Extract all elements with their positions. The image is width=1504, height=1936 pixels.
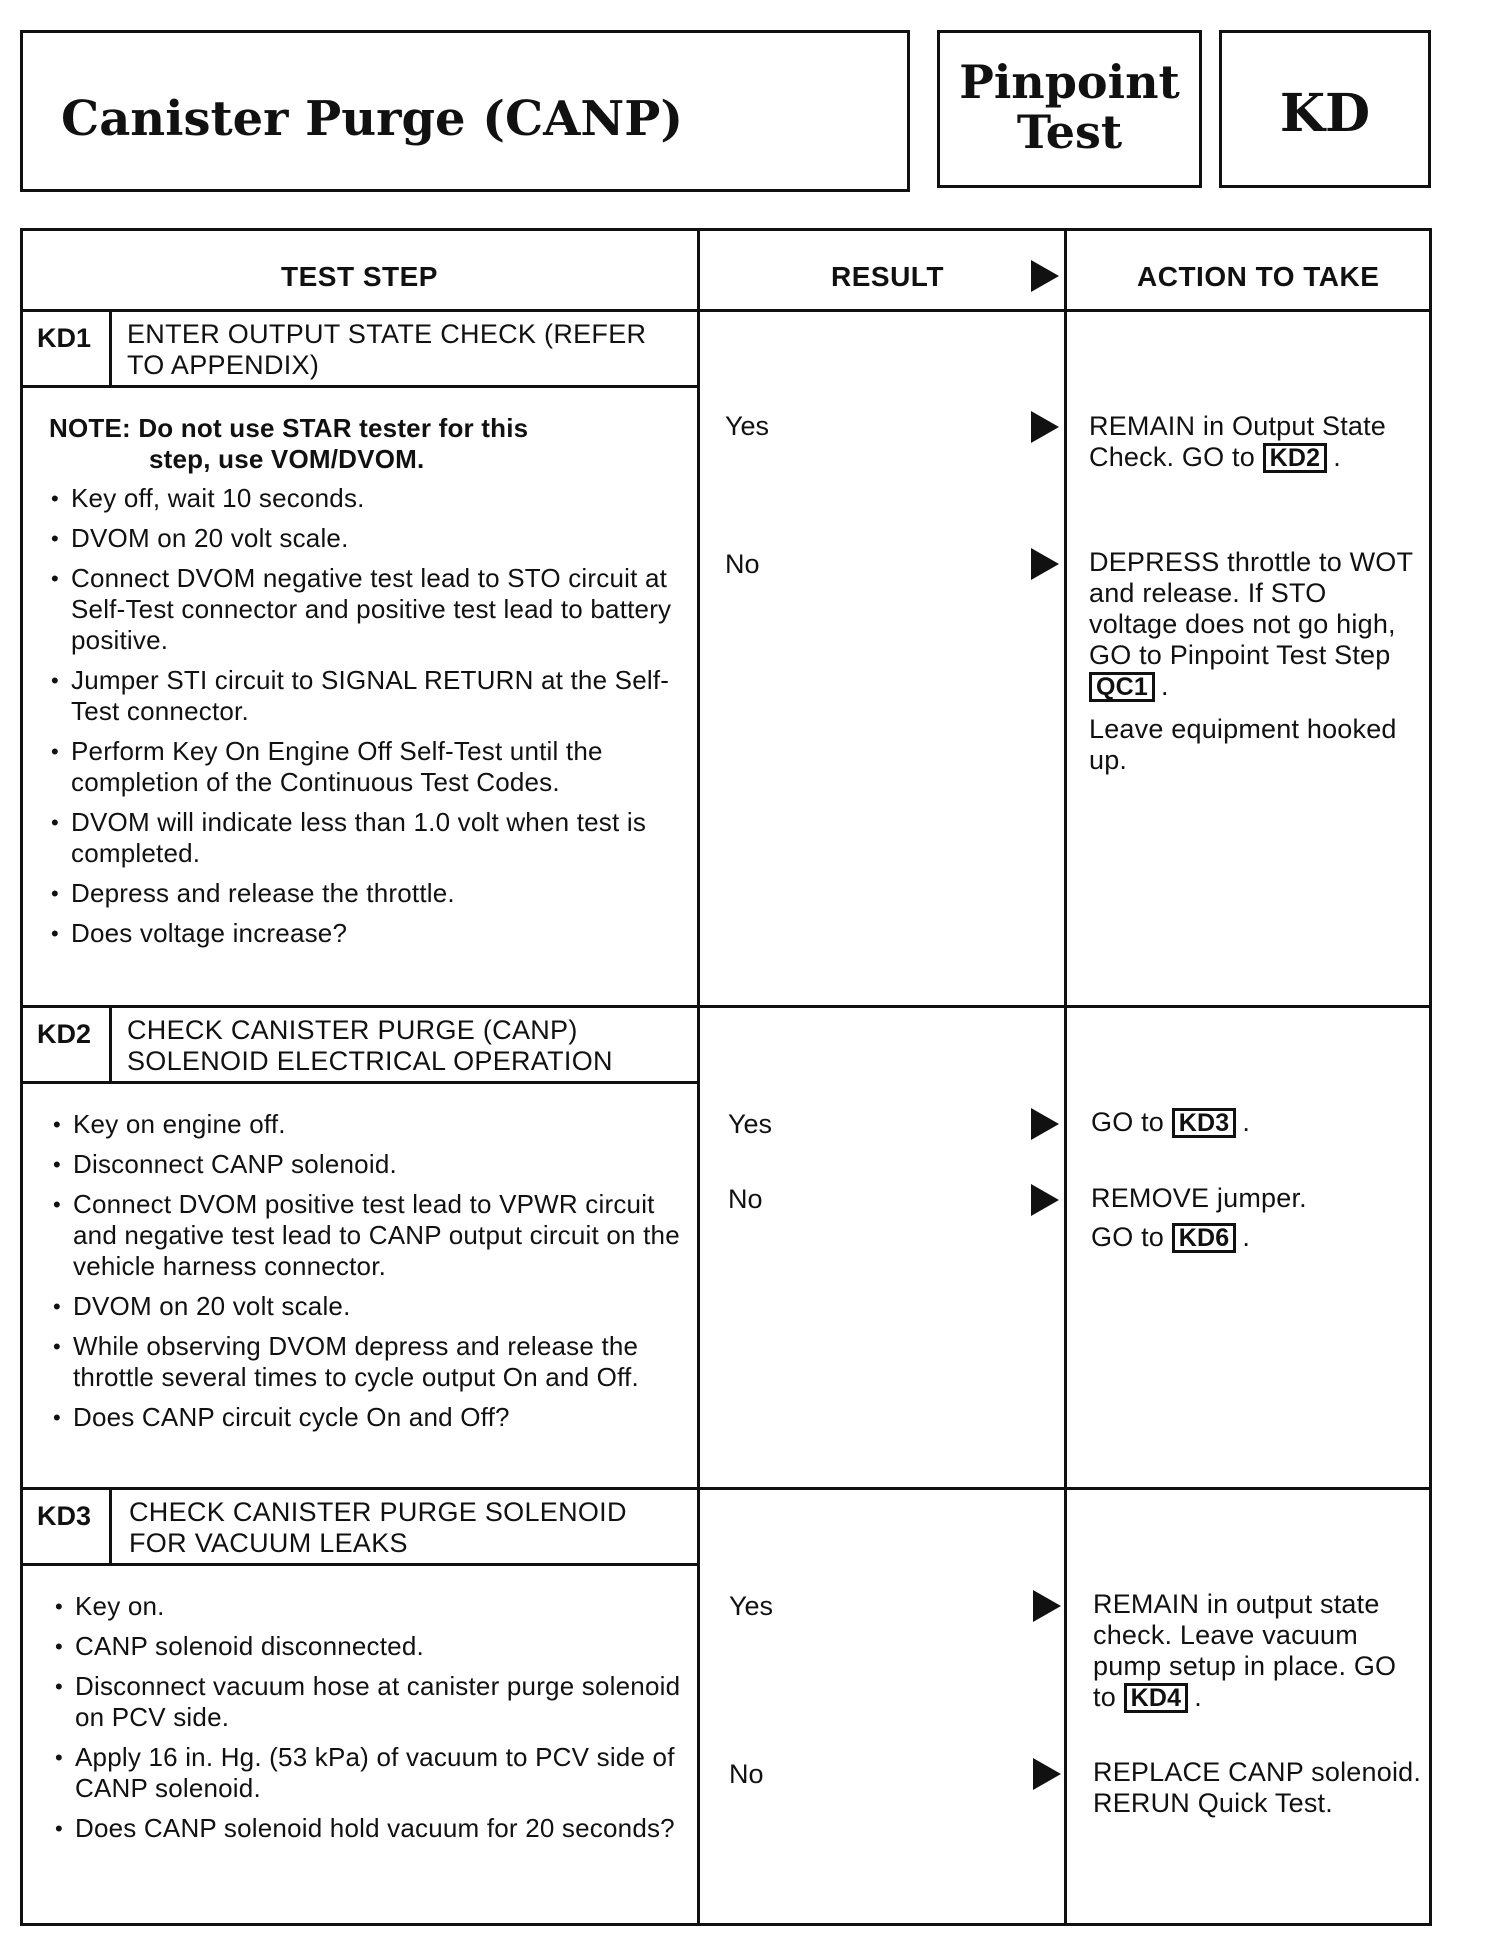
list-item: • Key off, wait 10 seconds. bbox=[49, 483, 689, 514]
header-test-step: TEST STEP bbox=[281, 261, 438, 292]
action-kd3-yes: REMAIN in output state check. Leave vacuum pump setup in place. GO to KD4 . bbox=[1093, 1589, 1397, 1712]
step-id-kd2: KD2 bbox=[37, 1019, 92, 1049]
list-item: • Connect DVOM negative test lead to STO circuit at Self-Test connector and positive test lead to battery positive. bbox=[49, 563, 689, 656]
list-item: • Apply 16 in. Hg. (53 kPa) of vacuum to PCV side of CANP solenoid. bbox=[53, 1742, 693, 1804]
header-action: ACTION TO TAKE bbox=[1137, 261, 1380, 292]
step-body-kd1 bbox=[49, 413, 689, 958]
list-item: • Disconnect vacuum hose at canister purge solenoid on PCV side. bbox=[53, 1671, 693, 1733]
header-result: RESULT bbox=[831, 261, 944, 292]
list-item: • Does voltage increase? bbox=[49, 918, 689, 949]
action-kd1-yes: REMAIN in Output State Check. GO to KD2 . bbox=[1089, 411, 1387, 472]
arrow-icon bbox=[1031, 260, 1059, 292]
step-title-divider bbox=[23, 385, 697, 388]
step-body-kd3 bbox=[53, 1591, 693, 1853]
step-title-kd3: CHECK CANISTER PURGE SOLENOID FOR VACUUM LEAKS bbox=[129, 1497, 627, 1558]
action-kd1-no: DEPRESS throttle to WOT and release. If STO voltage does not go high, GO to Pinpoint Test Step QC1 . Leave equipment hooked up. bbox=[1089, 547, 1413, 775]
result-yes: Yes bbox=[725, 411, 770, 441]
arrow-icon bbox=[1033, 1590, 1061, 1622]
step-title-kd1: ENTER OUTPUT STATE CHECK (REFER TO APPENDIX) bbox=[127, 319, 647, 380]
arrow-icon bbox=[1031, 1108, 1059, 1140]
step-id-kd3: KD3 bbox=[37, 1501, 92, 1531]
list-item: • Disconnect CANP solenoid. bbox=[51, 1149, 691, 1180]
row-divider bbox=[23, 1005, 1429, 1008]
header-divider bbox=[23, 309, 1429, 312]
step-ref-kd4[interactable]: KD4 bbox=[1124, 1683, 1189, 1713]
arrow-icon bbox=[1031, 548, 1059, 580]
result-no: No bbox=[728, 1184, 763, 1214]
list-item: • Does CANP solenoid hold vacuum for 20 seconds? bbox=[53, 1813, 693, 1844]
list-item: • Connect DVOM positive test lead to VPWR circuit and negative test lead to CANP output circuit on the vehicle harness connector. bbox=[51, 1189, 691, 1282]
list-item: • Key on engine off. bbox=[51, 1109, 691, 1140]
step-id-kd1: KD1 bbox=[37, 323, 92, 353]
result-yes: Yes bbox=[729, 1591, 774, 1621]
list-item: • DVOM on 20 volt scale. bbox=[49, 523, 689, 554]
column-divider bbox=[697, 231, 700, 1923]
step-id-divider bbox=[109, 1487, 112, 1564]
page-title: Canister Purge (CANP) bbox=[61, 91, 684, 147]
arrow-icon bbox=[1031, 411, 1059, 443]
list-item: • CANP solenoid disconnected. bbox=[53, 1631, 693, 1662]
list-item: • DVOM on 20 volt scale. bbox=[51, 1291, 691, 1322]
step-body-kd2 bbox=[51, 1109, 691, 1442]
column-divider bbox=[1064, 231, 1067, 1923]
list-item: • Perform Key On Engine Off Self-Test until the completion of the Continuous Test Codes. bbox=[49, 736, 689, 798]
list-item: • While observing DVOM depress and release the throttle several times to cycle output On and Off. bbox=[51, 1331, 691, 1393]
title-box bbox=[20, 30, 910, 192]
result-no: No bbox=[729, 1759, 764, 1789]
step-ref-qc1[interactable]: QC1 bbox=[1089, 672, 1155, 702]
action-kd2-yes: GO to KD3 . bbox=[1091, 1107, 1251, 1137]
arrow-icon bbox=[1031, 1184, 1059, 1216]
step-title-divider bbox=[23, 1081, 697, 1084]
note: NOTE: Do not use STAR tester for this step, use VOM/DVOM. bbox=[49, 413, 529, 474]
list-item: • Depress and release the throttle. bbox=[49, 878, 689, 909]
result-no: No bbox=[725, 549, 760, 579]
list-item: • Jumper STI circuit to SIGNAL RETURN at the Self-Test connector. bbox=[49, 665, 689, 727]
list-item: • Does CANP circuit cycle On and Off? bbox=[51, 1402, 691, 1433]
row-divider bbox=[23, 1487, 1429, 1490]
action-kd2-no: REMOVE jumper. GO to KD6 . bbox=[1091, 1183, 1307, 1252]
pinpoint-box bbox=[937, 30, 1202, 188]
step-ref-kd3[interactable]: KD3 bbox=[1172, 1108, 1237, 1138]
pinpoint-label: Pinpoint Test bbox=[959, 55, 1180, 159]
test-code: KD bbox=[1279, 83, 1371, 144]
test-code-box bbox=[1219, 30, 1431, 188]
step-title-kd2: CHECK CANISTER PURGE (CANP) SOLENOID ELECTRICAL OPERATION bbox=[127, 1015, 613, 1076]
action-kd3-no: REPLACE CANP solenoid. RERUN Quick Test. bbox=[1093, 1757, 1422, 1818]
pinpoint-table bbox=[20, 228, 1432, 1926]
step-id-divider bbox=[109, 309, 112, 386]
result-yes: Yes bbox=[728, 1109, 773, 1139]
list-item: • DVOM will indicate less than 1.0 volt when test is completed. bbox=[49, 807, 689, 869]
list-item: • Key on. bbox=[53, 1591, 693, 1622]
step-ref-kd6[interactable]: KD6 bbox=[1172, 1223, 1237, 1253]
step-ref-kd2[interactable]: KD2 bbox=[1263, 443, 1328, 473]
arrow-icon bbox=[1033, 1758, 1061, 1790]
step-id-divider bbox=[109, 1005, 112, 1082]
step-title-divider bbox=[23, 1563, 697, 1566]
